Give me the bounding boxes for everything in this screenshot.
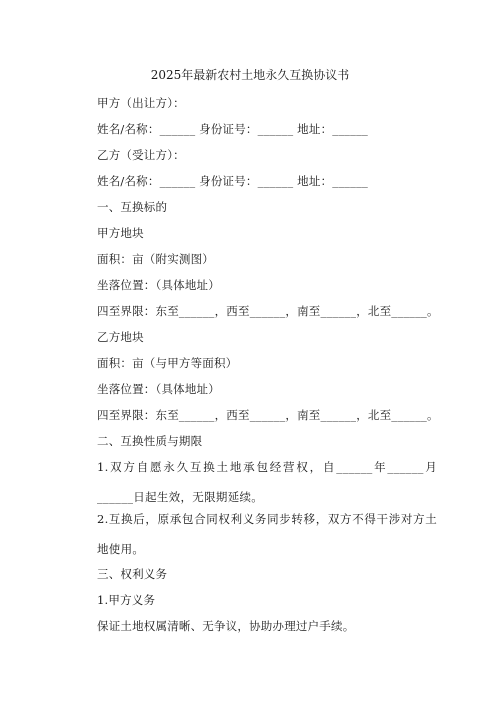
plot-b-heading: 乙方地块 [97,330,144,344]
plot-b-area: 面积：亩（与甲方等面积） [97,356,238,370]
section-2-heading: 二、互换性质与期限 [97,434,203,448]
clause-2-2: 2.互换后，原承包合同权利义务同步转移，双方不得干涉对方土地使用。 [97,512,437,556]
section-3-heading: 三、权利义务 [97,567,168,581]
party-b-fields: 姓名/名称：______ 身份证号：______ 地址：______ [97,174,368,188]
document-title: 2025年最新农村土地永久互换协议书 [150,68,350,82]
plot-a-area: 面积：亩（附实测图） [97,252,214,266]
clause-3-1-heading: 1.甲方义务 [97,593,156,607]
clause-2-1: 1.双方自愿永久互换土地承包经营权，自______年______月______日起生效，无限期延续。 [97,460,437,504]
party-a-fields: 姓名/名称：______ 身份证号：______ 地址：______ [97,122,368,136]
plot-a-location: 坐落位置：（具体地址） [97,278,220,292]
plot-b-location: 坐落位置：（具体地址） [97,382,220,396]
plot-a-heading: 甲方地块 [97,226,144,240]
party-a-heading: 甲方（出让方）： [97,96,185,110]
party-b-heading: 乙方（受让方）： [97,148,185,162]
plot-a-boundary: 四至界限：东至______，西至______，南至______，北至______。 [97,304,439,318]
section-1-heading: 一、互换标的 [97,200,168,214]
clause-3-1-text: 保证土地权属清晰、无争议，协助办理过户手续。 [97,619,355,633]
plot-b-boundary: 四至界限：东至______，西至______，南至______，北至______。 [97,408,439,422]
